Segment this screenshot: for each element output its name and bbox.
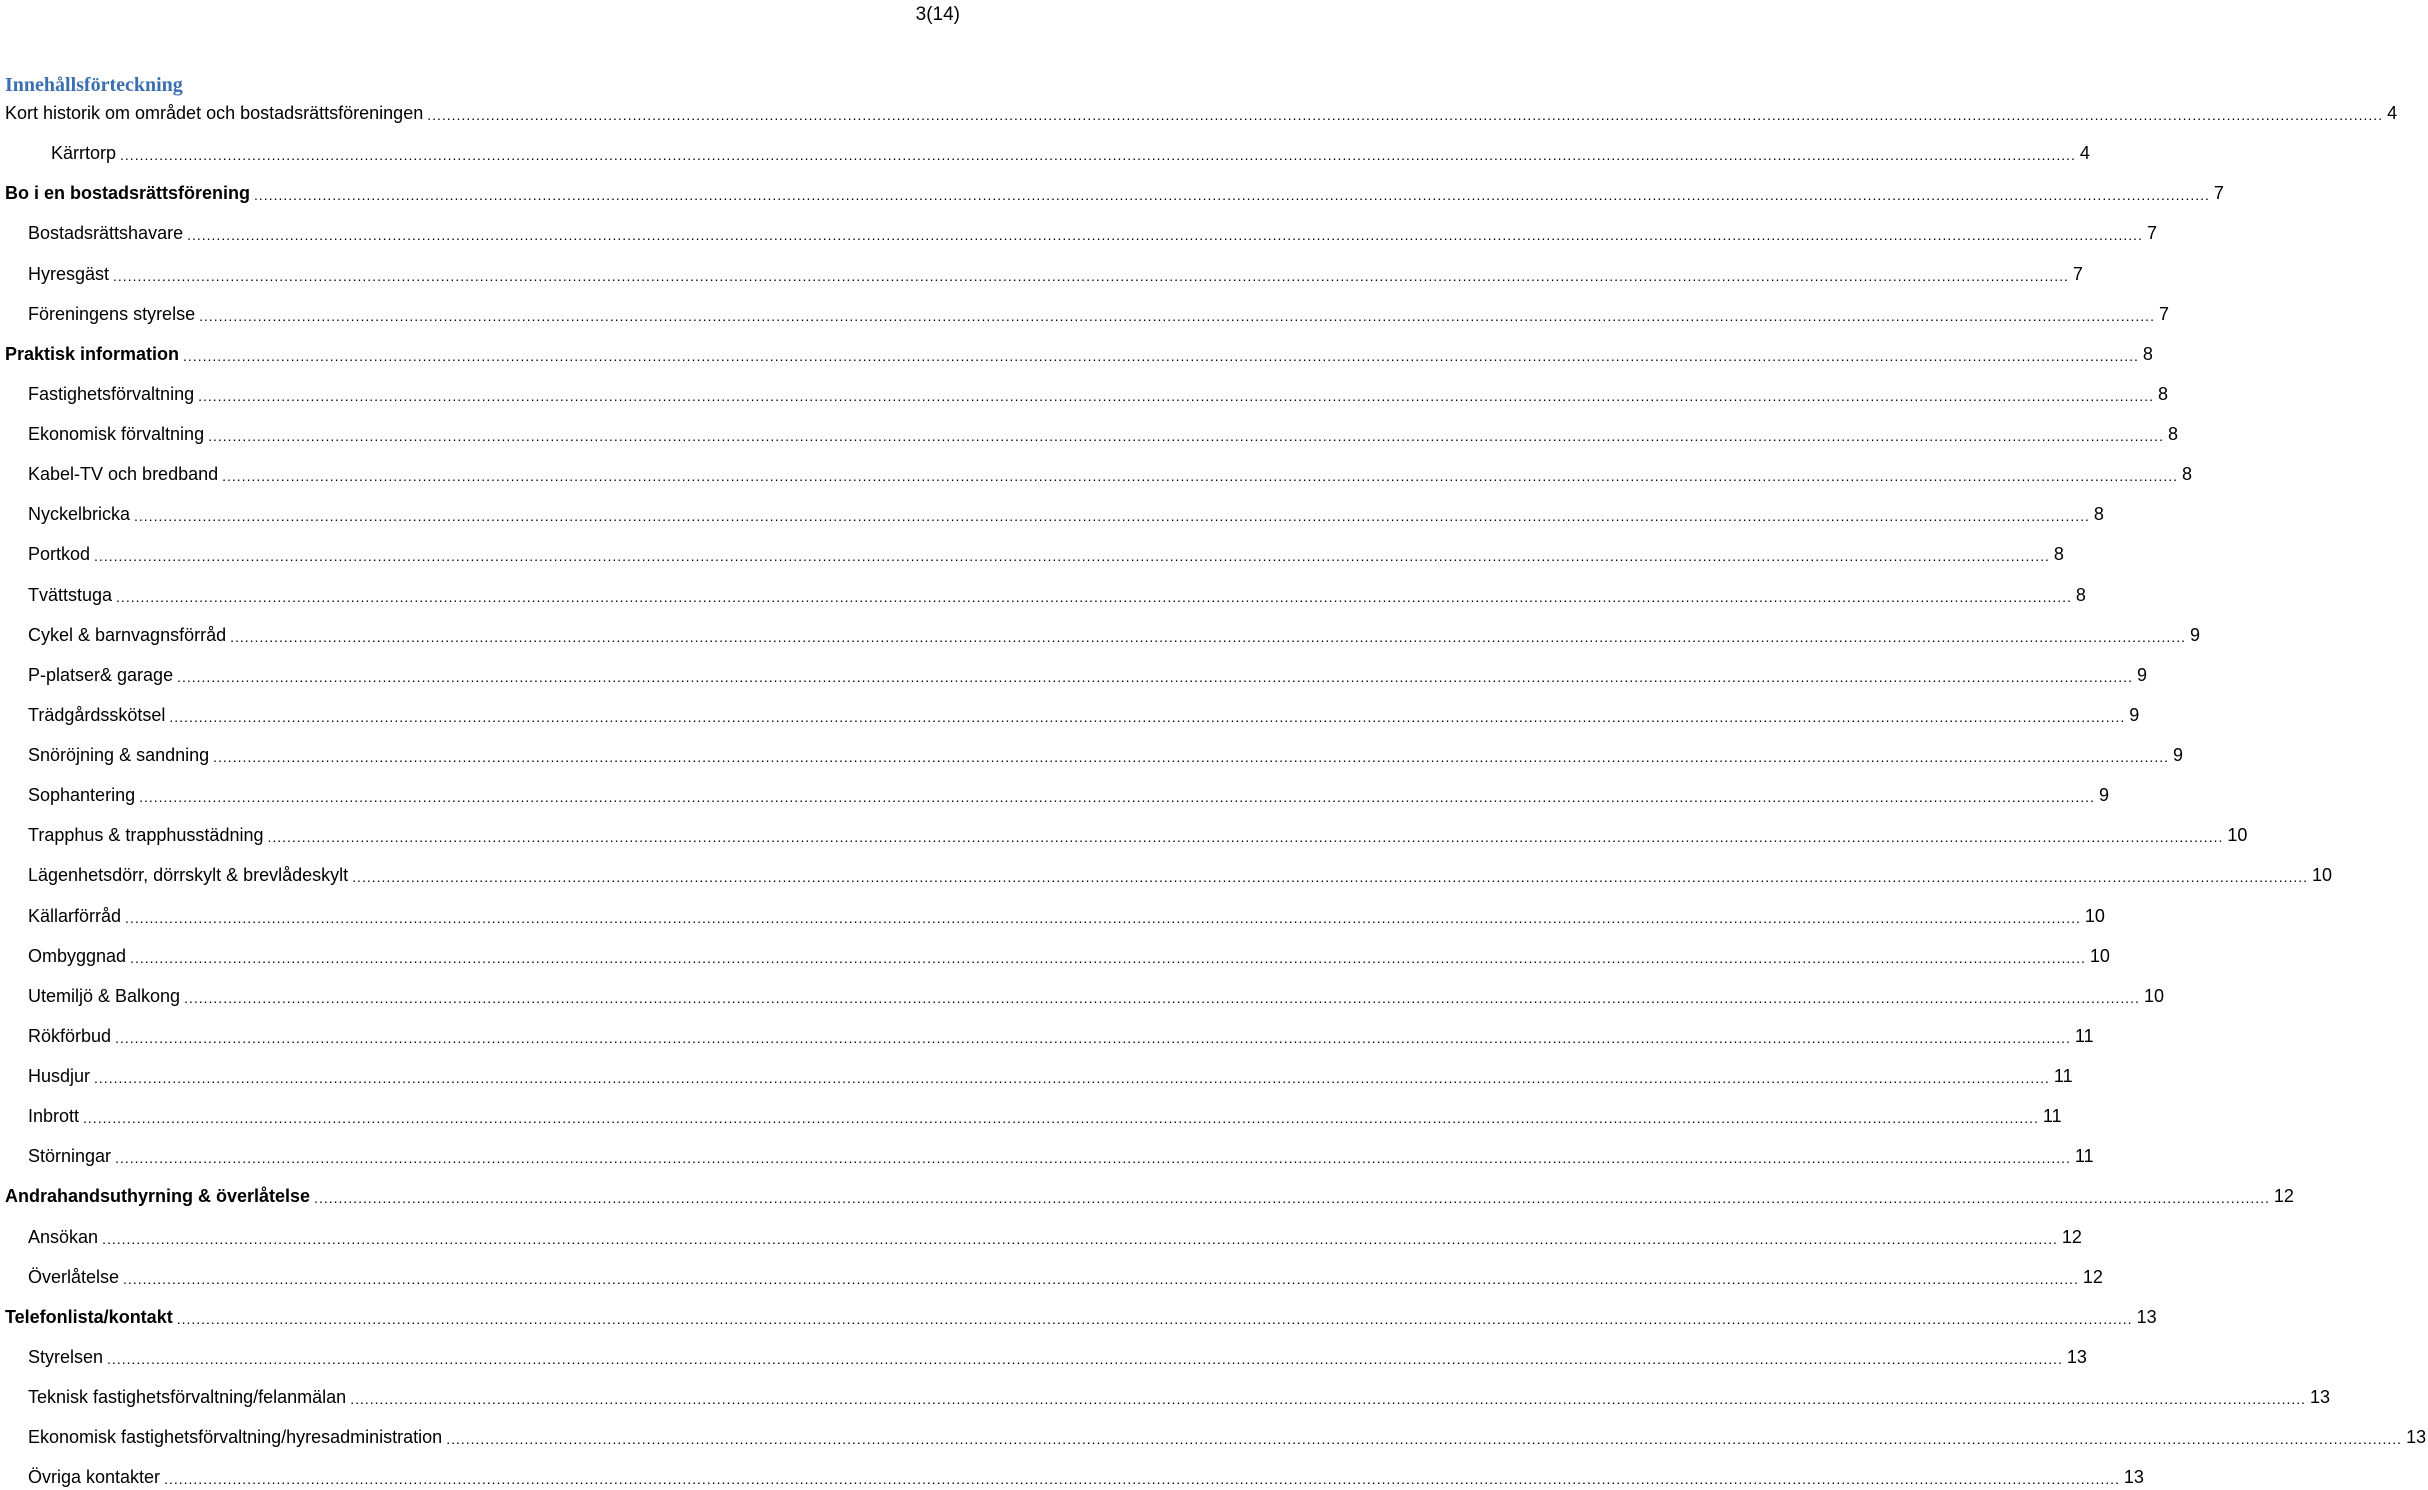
toc-entry[interactable] xyxy=(0,1167,2294,1207)
toc-entry-page: 12 xyxy=(2061,1226,2082,1247)
toc-entry-page: 8 xyxy=(2053,544,2064,565)
dot-leader: ................................................................................................................................................................................................................................................................................................................................................................................................................ xyxy=(208,428,2164,444)
toc-entry[interactable] xyxy=(0,1288,2157,1328)
toc-entry-label: Styrelsen xyxy=(28,1346,104,1367)
dot-leader: ................................................................................................................................................................................................................................................................................................................................................................................................................ xyxy=(177,668,2133,685)
toc-entry[interactable] xyxy=(0,325,2153,365)
dot-leader: ................................................................................................................................................................................................................................................................................................................................................................................................................ xyxy=(115,1029,2071,1046)
toc-entry-page: 10 xyxy=(2312,865,2333,886)
toc-entry-label: Nyckelbricka xyxy=(28,504,131,525)
dot-leader: ................................................................................................................................................................................................................................................................................................................................................................................................................ xyxy=(125,909,2081,926)
toc-entry-page: 8 xyxy=(2167,424,2178,444)
toc-entry-label: Telefonlista/kontakt xyxy=(5,1306,173,1327)
toc-entry-label: Inbrott xyxy=(28,1106,80,1127)
toc-entry[interactable] xyxy=(0,525,2064,565)
toc-entry-label: Portkod xyxy=(28,544,91,565)
toc-entry[interactable] xyxy=(0,886,2105,926)
toc-entry-label: Ansökan xyxy=(28,1226,99,1247)
toc-entry-label: Praktisk information xyxy=(5,343,180,364)
toc-entry[interactable] xyxy=(0,565,2086,605)
toc-entry-page: 13 xyxy=(2123,1467,2144,1488)
toc-entry[interactable] xyxy=(0,806,2248,846)
toc-entry[interactable] xyxy=(0,1448,2144,1488)
toc-entry-label: Bo i en bostadsrättsförening xyxy=(5,183,251,204)
toc-entry[interactable] xyxy=(0,204,2157,244)
toc-entry-page: 8 xyxy=(2093,504,2104,525)
toc-entry-label: Kort historik om området och bostadsrättsföreningen xyxy=(5,103,424,123)
toc-entry-label: Fastighetsförvaltning xyxy=(28,383,195,404)
toc-entry[interactable] xyxy=(0,1007,2094,1047)
toc-entry-label: Teknisk fastighetsförvaltning/felanmälan xyxy=(28,1387,347,1407)
toc-entry-page: 11 xyxy=(2074,1146,2094,1167)
toc-entry-page: 10 xyxy=(2227,825,2248,846)
toc-entry-label: Ombyggnad xyxy=(28,945,127,966)
toc-title: Innehållsförteckning xyxy=(5,74,183,96)
toc-entry-page: 7 xyxy=(2072,263,2083,284)
toc-entry[interactable] xyxy=(0,365,2168,405)
dot-leader: ................................................................................................................................................................................................................................................................................................................................................................................................................ xyxy=(222,468,2178,485)
dot-leader: ................................................................................................................................................................................................................................................................................................................................................................................................................ xyxy=(107,1350,2063,1367)
toc-entry[interactable] xyxy=(0,846,2333,886)
toc-entry-label: Föreningens styrelse xyxy=(28,303,196,324)
toc-entry-label: Tvättstuga xyxy=(28,584,113,605)
toc-entry-label: Störningar xyxy=(28,1146,112,1167)
toc-entry-label: P-platser& garage xyxy=(28,664,174,685)
toc-entry[interactable] xyxy=(0,445,2192,485)
toc-entry[interactable] xyxy=(0,686,2140,726)
toc-entry-page: 10 xyxy=(2089,945,2110,966)
toc-entry-page: 8 xyxy=(2142,343,2153,364)
toc-entry-label: Trapphus & trapphusstädning xyxy=(28,825,264,846)
toc-entry-page: 9 xyxy=(2189,624,2200,645)
toc-entry[interactable] xyxy=(0,244,2083,284)
toc-entry-label: Källarförråd xyxy=(28,905,122,926)
toc-entry-page: 10 xyxy=(2143,985,2164,1006)
toc-entry-page: 7 xyxy=(2213,183,2224,204)
toc-entry[interactable] xyxy=(0,1127,2094,1167)
toc-entry[interactable] xyxy=(0,485,2104,525)
toc-entry-page: 9 xyxy=(2098,785,2109,806)
toc-entry-label: Kabel-TV och bredband xyxy=(28,464,219,485)
dot-leader: ................................................................................................................................................................................................................................................................................................................................................................................................................ xyxy=(94,1070,2050,1086)
toc-entry[interactable] xyxy=(0,1087,2062,1127)
toc-entry[interactable] xyxy=(0,1047,2073,1087)
dot-leader: ................................................................................................................................................................................................................................................................................................................................................................................................................ xyxy=(123,1270,2079,1287)
toc-entry-label: Andrahandsuthyrning & överlåtelse xyxy=(5,1186,311,1207)
toc-entry[interactable] xyxy=(0,646,2147,686)
table-of-contents xyxy=(0,94,2427,1488)
dot-leader: ................................................................................................................................................................................................................................................................................................................................................................................................................ xyxy=(102,1230,2058,1247)
dot-leader: ................................................................................................................................................................................................................................................................................................................................................................................................................ xyxy=(130,949,2086,966)
toc-entry[interactable] xyxy=(0,1248,2103,1288)
dot-leader: ................................................................................................................................................................................................................................................................................................................................................................................................................ xyxy=(230,628,2186,645)
toc-entry-label: Rökförbud xyxy=(28,1025,112,1046)
dot-leader: ................................................................................................................................................................................................................................................................................................................................................................................................................ xyxy=(113,267,2069,284)
toc-entry-page: 12 xyxy=(2273,1186,2294,1207)
toc-entry[interactable] xyxy=(0,967,2164,1007)
toc-entry-page: 4 xyxy=(2079,143,2090,164)
toc-entry-page: 11 xyxy=(2042,1106,2062,1127)
dot-leader: ................................................................................................................................................................................................................................................................................................................................................................................................................ xyxy=(267,829,2224,846)
toc-entry-label: Husdjur xyxy=(28,1066,91,1086)
dot-leader: ................................................................................................................................................................................................................................................................................................................................................................................................................ xyxy=(83,1110,2039,1127)
toc-entry-page: 7 xyxy=(2158,303,2169,324)
toc-entry-page: 13 xyxy=(2066,1346,2087,1367)
toc-entry-label: Utemiljö & Balkong xyxy=(28,985,181,1006)
toc-entry-page: 12 xyxy=(2082,1266,2103,1287)
dot-leader: ................................................................................................................................................................................................................................................................................................................................................................................................................ xyxy=(169,708,2126,725)
dot-leader: ................................................................................................................................................................................................................................................................................................................................................................................................................ xyxy=(116,588,2072,605)
dot-leader: ................................................................................................................................................................................................................................................................................................................................................................................................................ xyxy=(213,749,2169,765)
toc-entry[interactable] xyxy=(0,124,2090,164)
dot-leader: ................................................................................................................................................................................................................................................................................................................................................................................................................ xyxy=(120,147,2076,164)
toc-entry-label: Ekonomisk fastighetsförvaltning/hyresadministration xyxy=(28,1427,443,1448)
toc-entry-page: 8 xyxy=(2181,464,2192,485)
toc-entry[interactable] xyxy=(0,606,2200,646)
toc-entry-page: 13 xyxy=(2136,1306,2157,1327)
toc-entry-page: 4 xyxy=(2387,103,2398,123)
toc-entry-page: 11 xyxy=(2053,1066,2073,1086)
toc-entry-page: 9 xyxy=(2173,745,2184,765)
dot-leader: ................................................................................................................................................................................................................................................................................................................................................................................................................ xyxy=(187,227,2143,244)
toc-entry-label: Ekonomisk förvaltning xyxy=(28,424,205,444)
toc-entry[interactable] xyxy=(0,1207,2082,1247)
toc-entry-label: Hyresgäst xyxy=(28,263,110,284)
dot-leader: ................................................................................................................................................................................................................................................................................................................................................................................................................ xyxy=(176,1310,2133,1327)
toc-entry-label: Kärrtorp xyxy=(51,143,117,164)
page-number: 3(14) xyxy=(915,4,960,25)
toc-entry[interactable] xyxy=(0,285,2169,325)
toc-entry[interactable] xyxy=(0,726,2184,766)
dot-leader: ................................................................................................................................................................................................................................................................................................................................................................................................................ xyxy=(199,307,2155,324)
dot-leader: ................................................................................................................................................................................................................................................................................................................................................................................................................ xyxy=(352,869,2309,886)
toc-entry-page: 13 xyxy=(2406,1427,2427,1448)
dot-leader: ................................................................................................................................................................................................................................................................................................................................................................................................................ xyxy=(184,989,2140,1006)
dot-leader: ................................................................................................................................................................................................................................................................................................................................................................................................................ xyxy=(198,387,2154,404)
toc-entry-label: Sophantering xyxy=(28,785,136,806)
toc-entry-page: 8 xyxy=(2157,383,2168,404)
dot-leader: ................................................................................................................................................................................................................................................................................................................................................................................................................ xyxy=(164,1471,2120,1488)
toc-entry-label: Övriga kontakter xyxy=(28,1467,161,1488)
toc-entry[interactable] xyxy=(0,1368,2331,1408)
dot-leader: ................................................................................................................................................................................................................................................................................................................................................................................................................ xyxy=(183,347,2139,364)
toc-entry[interactable] xyxy=(0,927,2110,967)
toc-entry-label: Överlåtelse xyxy=(28,1266,120,1287)
toc-entry-label: Snöröjning & sandning xyxy=(28,745,210,765)
dot-leader: ................................................................................................................................................................................................................................................................................................................................................................................................................ xyxy=(115,1150,2071,1167)
toc-entry-page: 13 xyxy=(2310,1387,2331,1407)
dot-leader: ................................................................................................................................................................................................................................................................................................................................................................................................................ xyxy=(94,548,2050,565)
toc-entry[interactable] xyxy=(0,94,2398,124)
dot-leader: ................................................................................................................................................................................................................................................................................................................................................................................................................ xyxy=(134,508,2090,525)
dot-leader: ................................................................................................................................................................................................................................................................................................................................................................................................................ xyxy=(139,789,2095,806)
toc-entry-label: Cykel & barnvagnsförråd xyxy=(28,624,227,645)
dot-leader: ................................................................................................................................................................................................................................................................................................................................................................................................................ xyxy=(314,1190,2270,1207)
toc-entry[interactable] xyxy=(0,1328,2087,1368)
dot-leader: ................................................................................................................................................................................................................................................................................................................................................................................................................ xyxy=(427,107,2384,123)
dot-leader: ................................................................................................................................................................................................................................................................................................................................................................................................................ xyxy=(254,187,2210,204)
toc-entry-page: 8 xyxy=(2075,584,2086,605)
toc-entry[interactable] xyxy=(0,766,2109,806)
toc-entry[interactable] xyxy=(0,164,2224,204)
toc-entry-page: 7 xyxy=(2146,223,2157,244)
toc-entry-label: Trädgårdsskötsel xyxy=(28,704,166,725)
toc-entry-page: 10 xyxy=(2084,905,2105,926)
toc-entry[interactable] xyxy=(0,1408,2427,1448)
toc-entry-page: 11 xyxy=(2074,1025,2094,1046)
toc-entry-page: 9 xyxy=(2129,704,2140,725)
toc-entry[interactable] xyxy=(0,405,2178,445)
dot-leader: ................................................................................................................................................................................................................................................................................................................................................................................................................ xyxy=(350,1391,2307,1407)
toc-entry-label: Bostadsrättshavare xyxy=(28,223,184,244)
dot-leader: ................................................................................................................................................................................................................................................................................................................................................................................................................ xyxy=(446,1431,2403,1448)
toc-entry-label: Lägenhetsdörr, dörrskylt & brevlådeskylt xyxy=(28,865,349,886)
toc-entry-page: 9 xyxy=(2136,664,2147,685)
